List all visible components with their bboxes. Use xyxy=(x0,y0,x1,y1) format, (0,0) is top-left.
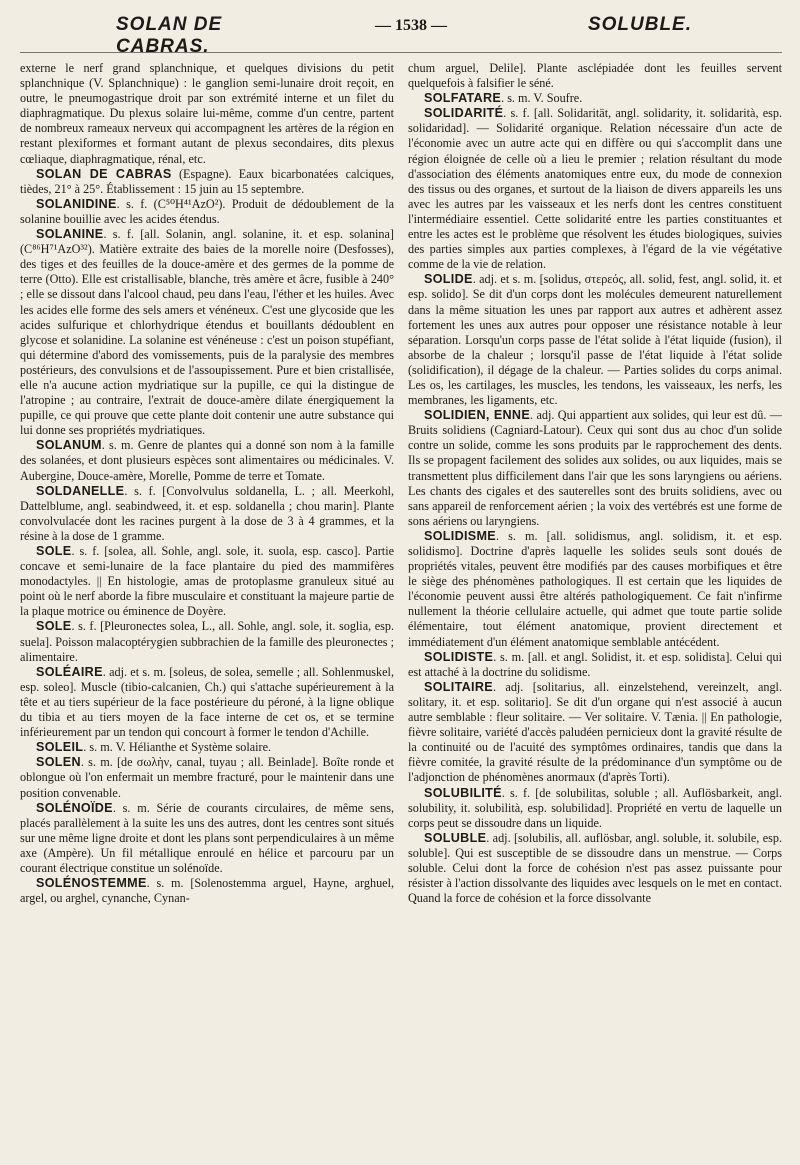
entry-headword: SOLEIL xyxy=(36,740,84,755)
dictionary-entry xyxy=(20,197,394,227)
entry-headword: SOLÉNOÏDE xyxy=(36,800,113,815)
dictionary-entry xyxy=(20,61,394,167)
dictionary-entry xyxy=(20,438,394,483)
entry-headword: SOLITAIRE xyxy=(424,679,493,694)
entry-headword: SOLIDISTE xyxy=(424,649,494,664)
entry-text: . adj. et s. m. [soleus, de solea, semelle ; all. Sohlenmuskel, esp. soleo]. Muscle (tibio-calcanien, Ch.) qui s'attache supérieurement à la tête et au tiers supérieur de la face postérieure du péroné, à la ligne oblique du tibia et au tiers moyen de la face interne de cet os, et se termine inférieurement par un tendon qui concourt à former le tendon d'Achille. xyxy=(20,664,394,740)
entry-headword: SOLE xyxy=(36,619,72,634)
entry-text: . s. m. Série de courants circulaires, de même sens, placés parallèlement à la suite les uns des autres, dont les centres sont situés sur une même ligne droite et dont les plans sont perpendiculaires à un même axe (Ampère). Un fil métallique enroulé en hélice et parcouru par un courant électrique constitue un solénoïde. xyxy=(20,800,394,875)
entry-text: . s. f. [Convolvulus soldanella, L. ; all. Meerkohl, Dattelblume, angl. seabindweed, it. et esp. soldanella ; chou marin]. Plante convolvulacée dont les racines purgent à la dose de 3 à 4 grammes, et la résine à la dose de 1 gramme. xyxy=(20,483,394,543)
entry-text: . s. m. Genre de plantes qui a donné son nom à la famille des solanées, et dont plusieurs espèces sont alimentaires ou médicinales. V. Aubergine, Douce-amère, Morelle, Pomme de terre et Tomate. xyxy=(20,438,394,483)
dictionary-entry xyxy=(20,619,394,664)
entry-headword: SOLUBLE xyxy=(424,830,487,845)
dictionary-entry xyxy=(20,227,394,438)
dictionary-entry xyxy=(20,484,394,544)
dictionary-entry xyxy=(408,272,782,408)
entry-headword: SOLDANELLE xyxy=(36,483,125,498)
entry-text: (Espagne). Eaux bicarbonatées calciques, tièdes, 21° à 25°. Établissement : 15 juin au 15 septembre. xyxy=(20,166,394,196)
text-columns xyxy=(20,61,782,906)
entry-headword: SOLIDIEN, ENNE xyxy=(424,408,531,423)
entry-text: . adj. et s. m. [solidus, στερεός, all. solid, fest, angl. solid, it. et esp. solido]. Se dit d'un corps dont les molécules demeurent naturellement dans la même situation les unes par rapport aux autres et adhèrent assez fortement les unes aux autres pour opposer une résistance notable à leur séparation. Lorsqu'un corps passe de l'état solide à l'état liquide (fusion), il absorbe de la chaleur ; lorsqu'il passe de l'état liquide à l'état solide (solidification), il dégage de la chaleur. — Parties solides du corps animal. Les os, les cartilages, les muscles, les tendons, les vaisseaux, les nerfs, les membranes, les ligaments, etc. xyxy=(408,272,782,408)
running-head-right: SOLUBLE. xyxy=(587,14,692,35)
left-column xyxy=(20,61,394,906)
entry-text: externe le nerf grand splanchnique, et quelques divisions du petit splanchnique (V. Splanchnique) : le ganglion semi-lunaire droit reçoit, en outre, le pneumogastrique droit par son extrémité interne et un filet du diaphragmatique. Du plexus solaire lui-même, comme d'un centre, partent de nombreux rameaux nerveux qui accompagnent les artères de la région en restant plexiformes et formant autant de plexus secondaires, dits plexus cœliaque, diaphragmatique, rénal, etc. xyxy=(20,61,394,166)
entry-text: . s. m. V. Soufre. xyxy=(501,91,583,106)
dictionary-entry xyxy=(20,801,394,876)
entry-text: . s. f. [solea, all. Sohle, angl. sole, it. suola, esp. casco]. Partie concave et semi-lunaire de la face plantaire du pied des mammifères monodactyles. || En histologie, amas de protoplasme granuleux situé au point où le nerf aborde la fibre musculaire et constituant la majeure partie de la plaque motrice ou éminence de Doyère. xyxy=(20,544,394,619)
entry-text: . s. m. [all. solidismus, angl. solidism, it. et esp. solidismo]. Doctrine d'après laquelle les solides seuls sont doués de propriétés vitales, peuvent être modifiés par des causes morbifiques et être le siège des phénomènes pathologiques. Il est certain que les liquides de l'économie peuvent aussi être altérés pathologiquement. Ce fait n'infirme nullement la théorie cellulaire actuelle, qui admet que toute partie solide élémentaire, tout élément anatomique, provient directement et immédiatement d'un élément anatomique semblable antécédent. xyxy=(408,528,782,649)
entry-text: . s. m. [de σωλὴν, canal, tuyau ; all. Beinlade]. Boîte ronde et oblongue où l'on enfermait un membre fracturé, pour le maintenir dans une position convenable. xyxy=(20,755,394,800)
dictionary-entry xyxy=(20,544,394,619)
dictionary-entry xyxy=(408,106,782,272)
entry-text: chum arguel, Delile]. Plante asclépiadée dont les feuilles servent quelquefois à falsifier le séné. xyxy=(408,61,782,91)
entry-headword: SOLANINE xyxy=(36,227,104,242)
dictionary-entry xyxy=(408,680,782,786)
entry-text: . s. m. V. Hélianthe et Système solaire. xyxy=(83,740,272,755)
entry-text: . adj. [solitarius, all. einzelstehend, vereinzelt, angl. solitary, it. et esp. solitario]. Se dit d'un organe qui n'est associé à aucun autre semblable : fleur solitaire. — Ver solitaire. V. Tænia. || En pathologie, fièvre solitaire, variété d'accès paludéen pernicieux dont la gravité résulte de la continuité ou de l'acuité des symptômes ordinaires, tandis que dans la fièvre comitée, la gravité résulte de la prédominance d'un symptôme ou de l'adjonction de phénomènes anormaux (d'après Torti). xyxy=(408,679,782,785)
page-number: — 1538 — xyxy=(375,17,447,34)
right-column xyxy=(408,61,782,906)
entry-headword: SOLEN xyxy=(36,755,81,770)
entry-text: . s. f. [de solubilitas, soluble ; all. Auflösbarkeit, angl. solubility, it. solubilità, esp. solubilidad]. Propriété en vertu de laquelle un corps peut se dissoudre dans un liquide. xyxy=(408,785,782,830)
entry-headword: SOLAN DE CABRAS xyxy=(36,166,172,181)
entry-headword: SOLANIDINE xyxy=(36,196,117,211)
entry-text: . s. f. [all. Solanin, angl. solanine, it. et esp. solanina] (C⁸⁶H⁷¹AzO³²). Matière extraite des baies de la morelle noire (Desfosses), des tiges et des feuilles de la douce-amère et des germes de la pomme de terre (Otto). Elle est cristallisable, blanche, très amère et âcre, fusible à 240° ; elle se dissout dans l'alcool chaud, peu dans l'eau, l'éther et les huiles. Avec les acides elle forme des sels amers et vénéneux. C'est une glycoside que les acides sulfurique et chlorhydrique étendus et bouillants dédoublent en glycose et solanidine. La solanine est vénéneuse : c'est un poison stupéfiant, qui détermine d'abord des vomissements, puis de la paralysie des membres postérieurs, des convulsions et de l'assoupissement. Pure et bien cristallisée, elle n'a aucune action mydriatique sur la pupille, ce qui la distingue de l'atropine ; au contraire, l'extrait de douce-amère dilate énergiquement la pupille, ce qui prouve que cette plante doit contenir une autre substance qui lui donne ses propriétés mydriatiques. xyxy=(20,227,394,438)
entry-text: . s. f. [all. Solidarität, angl. solidarity, it. solidarità, esp. solidaridad]. — Solidarité organique. Relation nécessaire d'un acte de l'économie avec un autre acte qui en diffère ou qui s'accomplit dans une région éloignée de celle où a lieu le premier ; relation résultant du mode d'association des éléments anatomiques entre eux, du mode de connexion des tissus ou des organes, et surtout de la liaison de divers appareils les uns avec les autres par les vaisseaux et les nerfs dont les centres constituent l'intermédiaire essentiel. Cette solidarité entre les parties constituantes et entre les actes est le problème que résolvent les études biologiques, suivies des parties simples aux parties complexes, à l'égard de la vie végétative comme de la vie de relation. xyxy=(408,106,782,272)
entry-text: . s. m. [Solenostemma arguel, Hayne, arghuel, argel, ou arghel, cynanche, Cynan- xyxy=(20,876,394,906)
running-head-left: SOLAN DE CABRAS. xyxy=(116,14,223,57)
dictionary-entry xyxy=(408,529,782,650)
entry-headword: SOLIDARITÉ xyxy=(424,106,504,121)
dictionary-entry xyxy=(408,786,782,831)
dictionary-entry xyxy=(20,665,394,740)
entry-headword: SOLIDE xyxy=(424,272,473,287)
dictionary-entry xyxy=(20,755,394,800)
entry-headword: SOLUBILITÉ xyxy=(424,785,502,800)
entry-headword: SOLÉNOSTEMME xyxy=(36,876,147,891)
entry-headword: SOLÉAIRE xyxy=(36,664,103,679)
entry-text: . s. f. (C⁵⁰H⁴¹AzO²). Produit de dédoublement de la solanine bouillie avec les acides étendus. xyxy=(20,196,394,226)
dictionary-entry xyxy=(20,876,394,906)
dictionary-entry xyxy=(408,61,782,91)
entry-headword: SOLFATARE xyxy=(424,91,502,106)
page-header xyxy=(20,14,782,57)
entry-headword: SOLIDISME xyxy=(424,528,496,543)
dictionary-entry xyxy=(20,167,394,197)
dictionary-entry xyxy=(408,831,782,906)
entry-headword: SOLANUM xyxy=(36,438,102,453)
entry-headword: SOLE xyxy=(36,544,72,558)
entry-text: . s. m. [all. et angl. Solidist, it. et esp. solidista]. Celui qui est attaché à la doctrine du solidisme. xyxy=(408,649,782,679)
dictionary-entry xyxy=(20,740,394,755)
entry-text: . s. f. [Pleuronectes solea, L., all. Sohle, angl. sole, it. soglia, esp. suela]. Poisson malacoptérygien subbrachien de la famille des pleuronectes ; alimentaire. xyxy=(20,619,394,664)
dictionary-entry xyxy=(408,91,782,106)
entry-text: . adj. Qui appartient aux solides, qui leur est dû. — Bruits solidiens (Cagniard-Latour). Ceux qui sont dus au choc d'un solide contre un solide, comme les sons produits par le rapprochement des dents. Ils se propagent facilement des solides aux solides, ou aux liquides, mais se transmettent plus difficilement dans l'air que les sons laryngiens ou aériens. Les chants des cigales et des sauterelles sont des bruits solidiens, avec ou sans appareil de renforcement aérien ; la voix des vertébrés est une forme de sons aériens ou laryngiens. xyxy=(408,408,782,528)
entry-text: . adj. [solubilis, all. auflösbar, angl. soluble, it. solubile, esp. soluble]. Qui est susceptible de se dissoudre dans un menstrue. — Corps soluble. Celui dont la force de cohésion n'est pas assez puissante pour résister à l'action dissolvante des liquides avec lesquels on le met en contact. Quand la force de cohésion et la force dissolvante xyxy=(408,830,782,906)
dictionary-entry xyxy=(408,408,782,529)
dictionary-entry xyxy=(408,650,782,680)
